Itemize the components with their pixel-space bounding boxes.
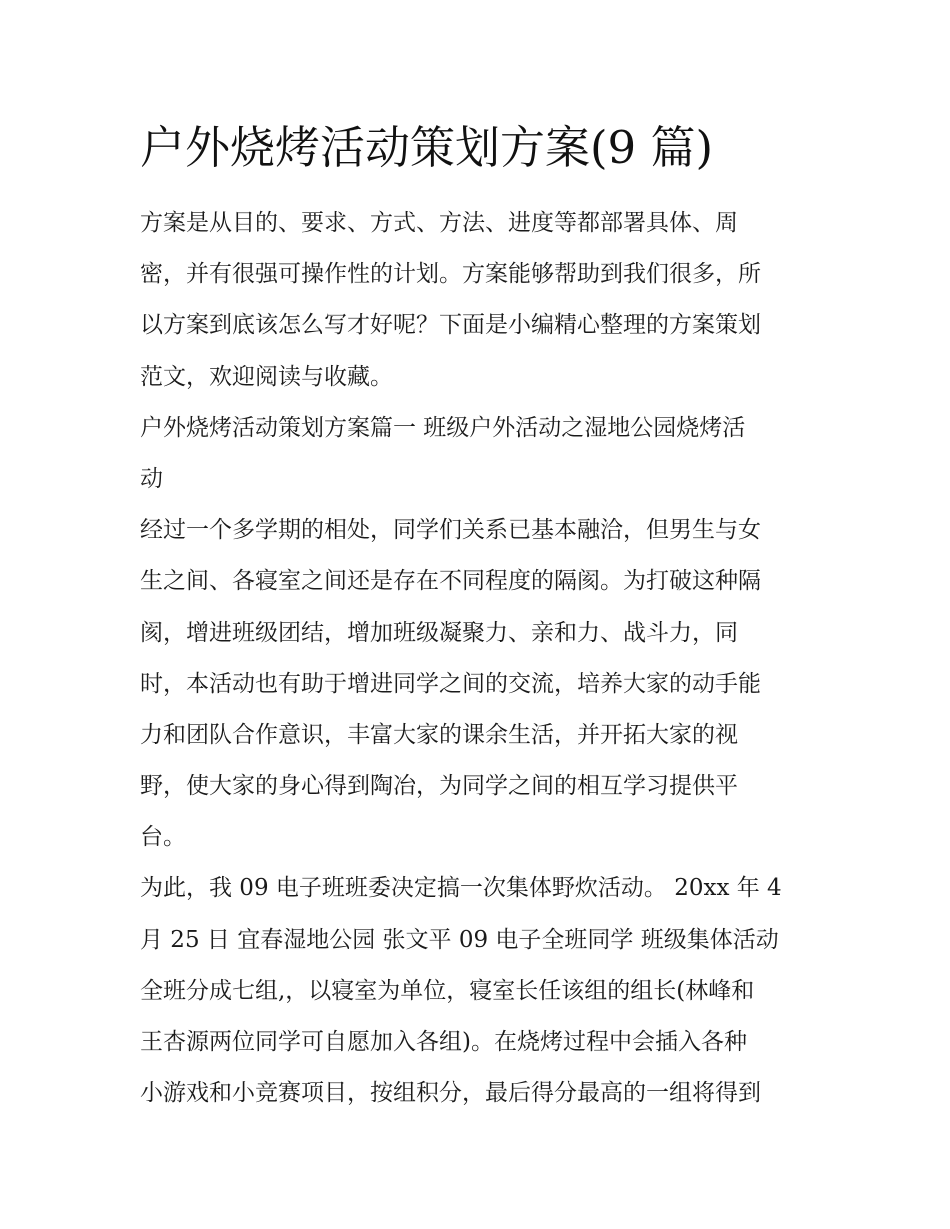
- section-heading-line: 户外烧烤活动策划方案篇一 班级户外活动之湿地公园烧烤活: [140, 414, 746, 441]
- text-line: 方案是从目的、要求、方式、方法、进度等都部署具体、周: [140, 210, 738, 236]
- text-line: 野，使大家的身心得到陶冶，为同学之间的相互学习提供平: [140, 773, 738, 800]
- text-line: 阂，增进班级团结，增加班级凝聚力、亲和力、战斗力，同: [140, 619, 738, 646]
- text-line: 范文，欢迎阅读与收藏。: [140, 363, 393, 390]
- text-line: 密，并有很强可操作性的计划。方案能够帮助到我们很多，所: [140, 261, 761, 288]
- text-line: 以方案到底该怎么写才好呢？下面是小编精心整理的方案策划: [140, 312, 761, 339]
- text-line: 力和团队合作意识，丰富大家的课余生活，并开拓大家的视: [140, 721, 738, 748]
- text-line: 小游戏和小竞赛项目，按组积分，最后得分最高的一组将得到: [140, 1080, 761, 1107]
- text-line: 生之间、各寝室之间还是存在不同程度的隔阂。为打破这种隔: [140, 568, 761, 595]
- text-line: 为此，我 09 电子班班委决定搞一次集体野炊活动。 20xx 年 4: [140, 875, 782, 902]
- text-line: 月 25 日 宜春湿地公园 张文平 09 电子全班同学 班级集体活动: [140, 926, 779, 953]
- text-line: 王杏源两位同学可自愿加入各组)。在烧烤过程中会插入各种: [140, 1029, 747, 1055]
- text-line: 时，本活动也有助于增进同学之间的交流，培养大家的动手能: [140, 670, 761, 697]
- text-line: 台。: [140, 824, 186, 851]
- section-heading-line: 动: [140, 465, 163, 492]
- body-text: [140, 198, 820, 1119]
- text-line: 经过一个多学期的相处，同学们关系已基本融洽，但男生与女: [140, 517, 761, 544]
- page-title: 户外烧烤活动策划方案(9 篇): [140, 121, 714, 174]
- text-line: 全班分成七组,，以寝室为单位，寝室长任该组的组长(林峰和: [140, 977, 755, 1004]
